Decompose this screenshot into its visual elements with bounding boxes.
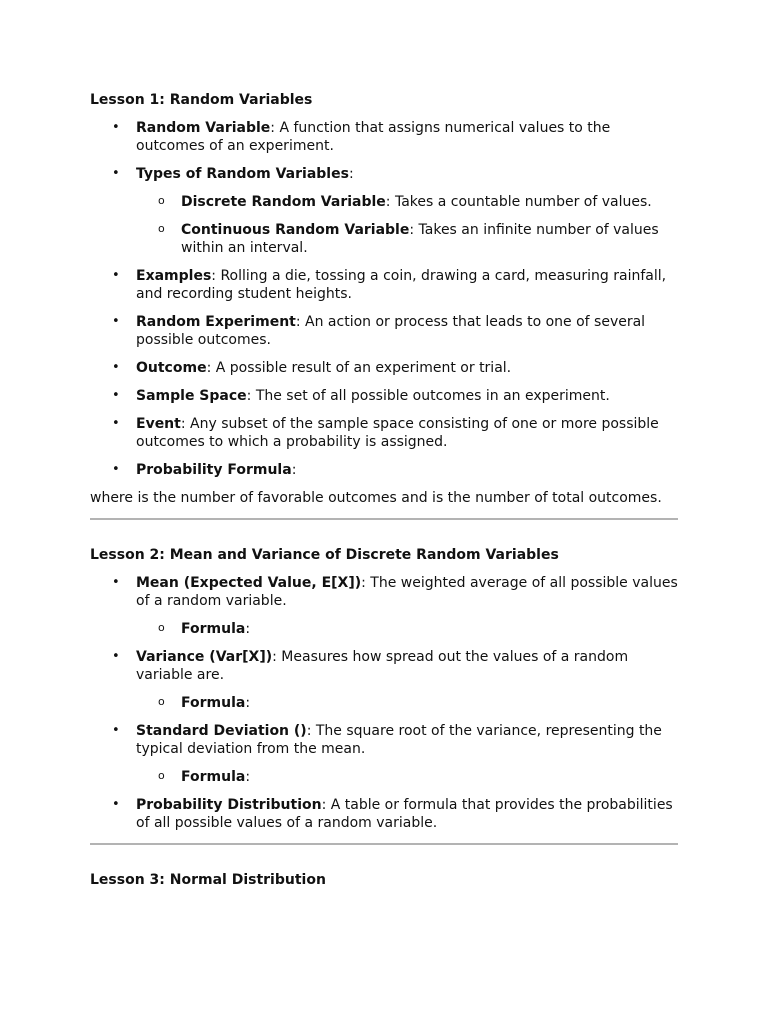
list-item-types (90, 165, 680, 183)
definition: : (245, 621, 251, 637)
section-divider (90, 843, 678, 845)
term: Probability Formula (136, 462, 292, 478)
bullet-icon: • (112, 575, 120, 590)
definition: : A possible result of an experiment or trial. (206, 360, 512, 376)
definition: : (348, 166, 354, 182)
list-item-random-experiment (90, 313, 680, 349)
term: Formula (181, 621, 246, 637)
definition: : The weighted average of all possible values of a random variable. (136, 575, 678, 609)
bullet-icon: • (112, 388, 120, 403)
definition: : The square root of the variance, representing the typical deviation from the mean. (136, 723, 662, 757)
term: Random Experiment (136, 314, 296, 330)
lesson-1-heading: Lesson 1: Random Variables (90, 92, 313, 108)
bullet-icon: • (112, 416, 120, 431)
term: Mean (Expected Value, E[X]) (136, 575, 362, 591)
list-item-standard-deviation (90, 722, 680, 758)
definition: : A function that assigns numerical values to the outcomes of an experiment. (136, 120, 611, 154)
bullet-icon: • (112, 120, 120, 135)
lesson-2-list (90, 574, 680, 832)
sub-bullet-icon: o (158, 222, 165, 235)
bullet-icon: • (112, 797, 120, 812)
list-item-mean-formula (90, 620, 680, 638)
list-item-continuous (90, 221, 680, 257)
lesson-2-heading: Lesson 2: Mean and Variance of Discrete Random Variables (90, 547, 559, 563)
sub-bullet-icon: o (158, 621, 165, 634)
term: Standard Deviation () (136, 723, 307, 739)
bullet-icon: • (112, 314, 120, 329)
list-item-std-formula (90, 768, 680, 786)
sub-bullet-icon: o (158, 194, 165, 207)
definition: : (245, 769, 251, 785)
bullet-icon: • (112, 166, 120, 181)
definition: : The set of all possible outcomes in an experiment. (246, 388, 610, 404)
document-content (90, 91, 680, 889)
term: Outcome (136, 360, 207, 376)
definition: : Rolling a die, tossing a coin, drawing a card, measuring rainfall, and recording student heights. (136, 268, 667, 302)
term: Formula (181, 695, 246, 711)
term: Discrete Random Variable (181, 194, 386, 210)
definition: : Takes a countable number of values. (385, 194, 652, 210)
probability-note: where is the number of favorable outcomes and is the number of total outcomes. (90, 490, 662, 506)
term: Formula (181, 769, 246, 785)
bullet-icon: • (112, 649, 120, 664)
list-item-mean (90, 574, 680, 610)
term: Examples (136, 268, 212, 284)
bullet-icon: • (112, 360, 120, 375)
definition: : Any subset of the sample space consisting of one or more possible outcomes to which a probability is assigned. (136, 416, 659, 450)
definition: : (291, 462, 297, 478)
bullet-icon: • (112, 723, 120, 738)
sub-bullet-icon: o (158, 769, 165, 782)
term: Random Variable (136, 120, 271, 136)
term: Variance (Var[X]) (136, 649, 273, 665)
term: Types of Random Variables (136, 166, 349, 182)
lesson-1-list (90, 119, 680, 479)
term: Probability Distribution (136, 797, 322, 813)
list-item-sample-space (90, 387, 680, 405)
term: Event (136, 416, 181, 432)
list-item-probability-distribution (90, 796, 680, 832)
list-item-probability-formula (90, 461, 680, 479)
bullet-icon: • (112, 462, 120, 477)
bullet-icon: • (112, 268, 120, 283)
definition: : Takes an infinite number of values within an interval. (181, 222, 659, 256)
list-item-examples (90, 267, 680, 303)
list-item-random-variable (90, 119, 680, 155)
list-item-outcome (90, 359, 680, 377)
definition: : (245, 695, 251, 711)
definition: : A table or formula that provides the probabilities of all possible values of a random variable. (136, 797, 673, 831)
term: Sample Space (136, 388, 247, 404)
list-item-event (90, 415, 680, 451)
lesson-3-heading: Lesson 3: Normal Distribution (90, 872, 326, 888)
list-item-variance (90, 648, 680, 684)
definition: : Measures how spread out the values of a random variable are. (136, 649, 629, 683)
list-item-discrete (90, 193, 680, 211)
sub-bullet-icon: o (158, 695, 165, 708)
section-divider (90, 518, 678, 520)
definition: : An action or process that leads to one of several possible outcomes. (136, 314, 646, 348)
list-item-variance-formula (90, 694, 680, 712)
term: Continuous Random Variable (181, 222, 410, 238)
